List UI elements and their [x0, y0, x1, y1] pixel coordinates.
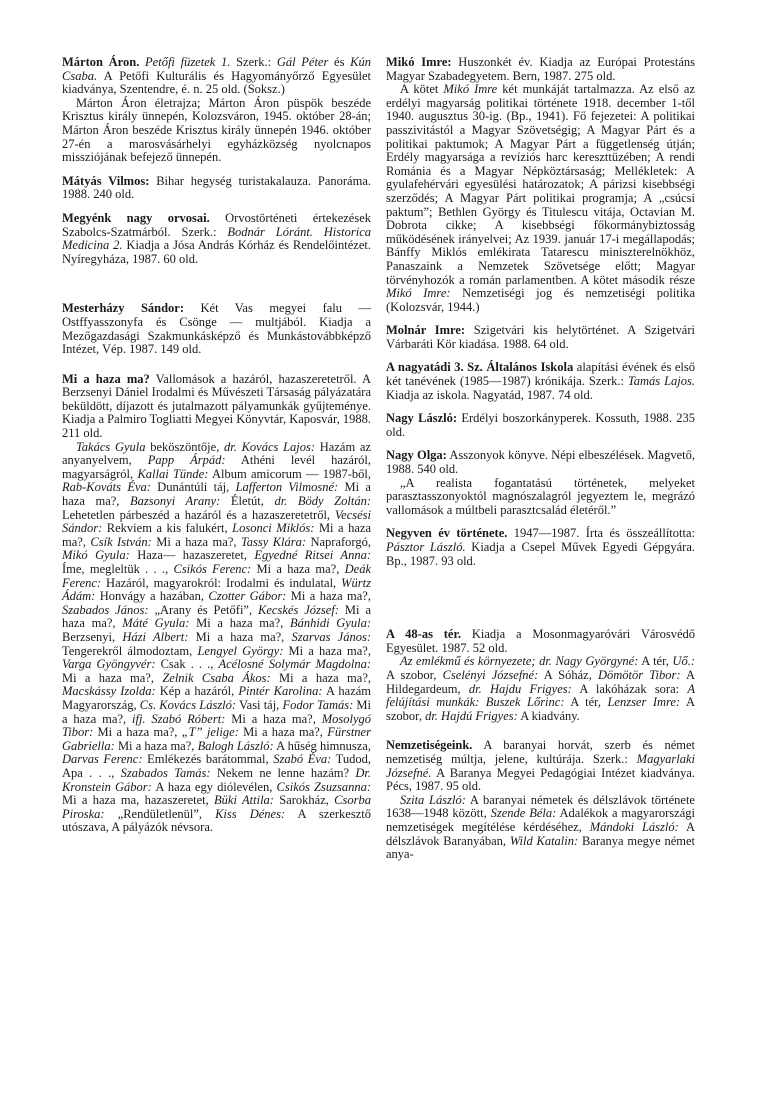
body-text: „Arany és Petőfi”,: [148, 602, 259, 617]
italic-name-text: Cselényi Józsefné:: [442, 667, 539, 682]
italic-name-text: Lafferton Vilmosné:: [235, 480, 339, 495]
italic-name-text: Fodor Tamás:: [282, 697, 354, 712]
body-text: Asszonyok könyve. Népi elbeszélések. Magvető, 1988. 540 old.: [386, 448, 695, 477]
body-text: Mi a haza ma?,: [93, 725, 182, 740]
body-text: Mi a haza ma?,: [238, 725, 328, 740]
body-text: Kiadja az iskola. Nagyatád, 1987. 74 old.: [386, 387, 593, 402]
italic-name-text: Balogh László:: [197, 738, 274, 753]
right-column: [386, 56, 695, 862]
body-text: Kiadja a Csepel Művek Egyedi Gépgyára. Bp., 1987. 93 old.: [386, 540, 695, 568]
italic-name-text: Bodnár Lóránt. Historica Medicina 2.: [62, 224, 371, 253]
body-text: A szobor,: [386, 695, 695, 723]
italic-name-text: dr. Kovács Lajos:: [224, 439, 316, 454]
italic-name-text: Macskássy Izolda:: [62, 684, 156, 699]
body-text: Mi a haza ma?,: [225, 711, 322, 726]
italic-name-text: ifj. Szabó Róbert:: [132, 711, 226, 726]
entry-annotation-paragraph: [386, 794, 695, 862]
body-text: Mi a haza ma?,: [62, 697, 372, 726]
body-text: A kötet: [400, 82, 444, 97]
body-text: Vasi táj,: [236, 697, 283, 712]
entry-heading-paragraph: [386, 527, 695, 568]
italic-name-text: Mikó Gyula:: [62, 548, 130, 563]
body-text: Nekem ne lenne hazám?: [210, 765, 356, 780]
italic-name-text: Deák Ferenc:: [62, 562, 371, 590]
entry-annotation-paragraph: [62, 441, 371, 835]
body-text: Athéni levél hazáról, magyarságról,: [62, 453, 371, 481]
body-text: Kép a hazáról,: [155, 684, 239, 699]
italic-name-text: Pásztor László.: [386, 540, 466, 554]
body-text: Honvágy a hazában,: [95, 589, 209, 604]
body-text: Napraforgó,: [306, 534, 371, 549]
body-text: Vallomások a hazáról, hazaszeretetről. A Berzsenyi Dániel Irodalmi és Művészeti Társaság pályázatára beküldött, díjazott és jutalmazott pályamunkák gyűjteménye. Kiadja a Palmiro Togliatti Megyei Könyvtár, Kaposvár, 1988. 211 old.: [62, 371, 372, 441]
body-text: A baranyai horvát, szerb és német nemzetiség múltja, jelene, kultúrája. Szerk.:: [386, 738, 695, 766]
entry-heading-paragraph: [386, 324, 695, 351]
body-text: Lehetetlen párbeszéd a hazáról és a hazaszeretetről,: [62, 507, 335, 522]
italic-name-text: A felújítási munkák: Buszek Lőrinc:: [386, 681, 695, 710]
body-text: Kiadja a Mosonmagyaróvári Városvédő Egyesület. 1987. 52 old.: [386, 627, 696, 655]
italic-name-text: Wild Katalin:: [509, 833, 579, 848]
italic-name-text: Lenzser Imre:: [607, 695, 681, 710]
body-text: A hazám Magyarország,: [62, 684, 372, 712]
body-text: Mi a haza ma, hazaszeretet,: [62, 793, 215, 808]
body-text: „Rendületlenül”,: [104, 806, 216, 821]
entry-title-text: Nagy László:: [386, 411, 458, 426]
bibliography-entry: [62, 56, 371, 165]
bibliography-entry: [386, 527, 695, 568]
bibliography-entry: [386, 56, 695, 314]
body-text: Mi a haza ma?,: [286, 589, 371, 604]
body-text: A baranyai németek és délszlávok története 1638—1948 között,: [386, 792, 695, 821]
entry-title-text: Mikó Imre:: [386, 55, 452, 69]
italic-name-text: Egyedné Ritsei Anna:: [254, 548, 371, 563]
italic-name-text: Büki Attila:: [214, 793, 274, 808]
body-text: Baranya megye német anya-: [386, 833, 695, 862]
italic-name-text: dr. Hajdu Frigyes:: [468, 681, 572, 696]
italic-name-text: Szabó Éva:: [273, 752, 332, 767]
italic-name-text: Bánhidi Gyula:: [289, 616, 371, 631]
body-text: Tudod, Apa . . .,: [62, 752, 371, 780]
body-text: A lakóházak sora:: [571, 681, 688, 696]
entry-annotation-paragraph: [386, 655, 695, 723]
bibliography-entry: [386, 739, 695, 861]
entry-heading-paragraph: [62, 302, 371, 356]
body-text: Márton Áron életrajza; Márton Áron püspök beszéde Krisztus király ünnepén, Kolozsváron, 1945. október 28-án; Márton Áron beszéde Krisztus király ünnepén 1946. október 27-én a marosvásárhelyi egyházközség nyolcnapos missziójának befejező ünnepén.: [62, 95, 371, 165]
bibliography-entry: [386, 361, 695, 402]
entry-heading-paragraph: [386, 361, 695, 402]
entry-title-text: A nagyatádi 3. Sz. Általános Iskola: [386, 360, 574, 375]
italic-name-text: Csikós Zsuzsanna:: [276, 779, 372, 794]
body-text: Mi a haza ma?,: [114, 738, 198, 753]
italic-name-text: Tamás Lajos.: [627, 374, 695, 389]
left-column: [62, 56, 371, 835]
italic-name-text: Szabados Tamás:: [120, 765, 211, 780]
body-text: „A realista fogantatású történetek, melyeket parasztasszonyoktól magnószalagról jegyeztem le, megrázó vallomások a múltbeli parasztcsalád életéről.”: [386, 475, 695, 517]
italic-name-text: Varga Gyöngyvér:: [62, 657, 156, 672]
entry-annotation-paragraph: [386, 83, 695, 314]
italic-name-text: Darvas Ferenc:: [62, 752, 143, 767]
body-text: Berzsenyi,: [62, 629, 123, 644]
entry-title-text: Megyénk nagy orvosai.: [62, 210, 210, 225]
italic-name-text: Cs. Kovács László:: [139, 697, 237, 712]
body-text: Életút,: [220, 494, 275, 509]
bibliography-entry: [386, 628, 695, 723]
body-text: A kiadvány.: [517, 708, 580, 723]
entry-heading-paragraph: [386, 449, 695, 476]
italic-name-text: Tassy Klára:: [240, 534, 307, 549]
body-text: 1947—1987. Írta és összeállította:: [507, 526, 695, 541]
body-text: Mi a haza ma?,: [189, 616, 290, 631]
italic-name-text: Takács Gyula: [76, 439, 146, 454]
italic-name-text: Szabados János:: [62, 602, 149, 617]
body-text: Mi a haza ma?,: [270, 670, 371, 685]
bibliography-entry: [386, 412, 695, 439]
body-text: Emlékezés barátommal,: [142, 752, 274, 767]
body-text: Mi a haza ma?,: [62, 670, 163, 685]
body-text: Két Vas megyei falu — Ostffyasszonyfa és Csönge — multjából. Kiadja a Mezőgazdasági Szakmunkásképző és Munkástovábbképző Intézet, Vép. 1987. 149 old.: [62, 301, 371, 357]
body-text: Szerk.:: [230, 55, 277, 69]
italic-name-text: Kún Csaba.: [62, 55, 371, 83]
entry-heading-paragraph: [386, 628, 695, 655]
entry-heading-paragraph: [62, 212, 371, 266]
italic-name-text: Kiss Dénes:: [215, 806, 286, 821]
italic-name-text: Pintér Karolina:: [238, 684, 323, 699]
body-text: Tengerekről álmodoztam,: [62, 643, 198, 658]
body-text: Mi a haza ma?,: [62, 521, 371, 549]
body-text: Mi a haza ma?,: [151, 534, 241, 549]
bibliography-entry: [62, 212, 371, 266]
italic-name-text: Mándoki László:: [589, 819, 679, 834]
italic-name-text: Magyarlaki Józsefné.: [386, 751, 695, 780]
entry-title-text: A 48-as tér.: [386, 627, 462, 642]
italic-name-text: Lengyel György:: [197, 643, 284, 658]
body-text: két munkáját tartalmazza. Az első az erdélyi magyarság politikai története 1918. december 1-től 1940. augusztus 30-ig. (Bp., 1941). Fő fejezetei: A politikai passzivitástól a Magyar Szövetségig; A Magyar Párt és a politikai paktumok; A Magyar Párt a függetlenség útján; Erdély magyarsága a revíziós harc kereszttüzében; A rendi Románia és a Magyar Népköztársaság; Mellékletek: A gyulafehérvári egyesülési határozatok; A párizsi kisebbségi szerződés; A Magyar Párt politikai programja; A „csúcsi paktum”; Bethlen György és Titulescu vitája, Octavian M. Dobrota cikke; A kisebbségi főkormánybiztosság működésének irányelvei; Az 1939. január 17-i megállapodás; Bánffy Miklós emlékirata Tatarescu miniszterelnökhöz, Panaszaink a Nemzetek Szövetsége előtt; Magyar törvényhozók a román parlamentben. A kötet második része: [386, 82, 696, 287]
body-text: A haza egy diólevélen,: [151, 779, 277, 794]
entry-annotation-paragraph: [386, 477, 695, 518]
body-text: Adalékok a magyarországi nemzetiségek megítélése kérdéséhez,: [386, 806, 695, 834]
italic-name-text: Fürstner Gabriella:: [62, 725, 371, 753]
body-text: A Hildegardeum,: [386, 667, 696, 696]
body-text: Íme, megleltük . . .,: [62, 562, 174, 576]
body-text: Mi a haza ma?,: [251, 562, 345, 576]
italic-name-text: Würtz Ádám:: [62, 575, 371, 604]
italic-name-text: Csík István:: [90, 534, 152, 549]
bibliography-entry: [386, 449, 695, 517]
italic-name-text: Acélosné Solymár Magdolna:: [218, 657, 372, 672]
italic-name-text: Vecsési Sándor:: [62, 507, 371, 536]
body-text: Mi a haza ma?,: [188, 629, 292, 644]
entry-title-text: Mátyás Vilmos:: [62, 173, 150, 188]
italic-name-text: Bazsonyi Arany:: [130, 494, 221, 509]
bibliography-entry: [62, 373, 371, 835]
body-text: Nemzetiségi jog és nemzetiségi politika (Kolozsvár, 1944.): [386, 286, 695, 314]
body-text: Mi a haza ma?,: [283, 643, 371, 658]
italic-name-text: Petőfi füzetek 1.: [145, 55, 231, 69]
body-text: Album amicorum — 1987-ből,: [208, 466, 371, 481]
entry-heading-paragraph: [62, 56, 371, 97]
body-text: A Sóház,: [538, 667, 598, 682]
entry-title-text: Mi a haza ma?: [62, 371, 150, 386]
italic-name-text: Mosolygó Tibor:: [62, 711, 372, 740]
italic-name-text: Házi Albert:: [122, 629, 189, 644]
entry-heading-paragraph: [62, 175, 371, 202]
italic-name-text: Máté Gyula:: [122, 616, 190, 631]
bibliography-entry: [386, 324, 695, 351]
body-text: Mi a haza ma?,: [62, 480, 371, 509]
entry-title-text: Nagy Olga:: [386, 448, 447, 463]
body-text: A délszlávok Baranyában,: [386, 819, 695, 848]
italic-name-text: Kecskés József:: [258, 602, 339, 617]
italic-name-text: Dömötör Tibor:: [597, 667, 681, 682]
bibliography-entry: [62, 175, 371, 202]
italic-name-text: Csikós Ferenc:: [173, 562, 252, 576]
body-text: Szigetvári kis helytörténet. A Szigetvári Várbaráti Kör kiadása. 1988. 64 old.: [386, 323, 695, 351]
body-text: A Baranya Megyei Pedagógiai Intézet kiadványa. Pécs, 1987. 95 old.: [386, 765, 695, 794]
italic-name-text: Szita László:: [400, 792, 466, 807]
body-text: Bihar hegység turistakalauza. Panoráma. 1988. 240 old.: [62, 173, 371, 202]
entry-title-text: Molnár Imre:: [386, 323, 466, 338]
italic-name-text: Az emlékmű és környezete; dr. Nagy Györgyné:: [400, 654, 639, 669]
italic-name-text: Kallai Tünde:: [137, 466, 209, 481]
body-text: alapítási évének és első két tanévének (1985—1987) krónikája. Szerk.:: [386, 360, 695, 389]
italic-name-text: Uő.:: [672, 654, 695, 669]
italic-name-text: Rab-Kováts Éva:: [62, 480, 151, 495]
body-text: A szerkesztő utószava, A pályázók névsora.: [62, 806, 371, 835]
body-text: beköszöntője,: [145, 439, 225, 454]
italic-name-text: „T” jelige:: [181, 725, 239, 740]
body-text: A tér,: [638, 654, 673, 669]
body-text: Dunántúli táj,: [150, 480, 236, 495]
entry-heading-paragraph: [386, 739, 695, 793]
italic-name-text: Dr. Kronstein Gábor:: [62, 765, 371, 794]
italic-name-text: Szende Béla:: [490, 806, 557, 821]
entry-title-text: Márton Áron.: [62, 55, 140, 69]
entry-heading-paragraph: [386, 56, 695, 83]
body-text: Hazáról, magyarokról: Irodalmi és indulatal,: [101, 575, 342, 590]
body-text: A hűség himnusza,: [273, 738, 371, 753]
body-text: Rekviem a kis falukért,: [102, 521, 233, 536]
body-text: A tér,: [564, 695, 608, 710]
body-text: Kiadja a Jósa András Kórház és Rendelőintézet. Nyíregyháza, 1987. 60 old.: [62, 238, 371, 266]
entry-title-text: Negyven év története.: [386, 526, 508, 541]
italic-name-text: Papp Árpád:: [147, 453, 226, 468]
entry-title-text: Nemzetiségeink.: [386, 738, 473, 753]
body-text: Mi a haza ma?,: [62, 602, 371, 631]
italic-name-text: Losonci Miklós:: [232, 521, 315, 536]
italic-name-text: dr. Hajdú Frigyes:: [425, 708, 518, 723]
italic-name-text: Gál Péter: [276, 55, 329, 69]
body-text: Csak . . .,: [155, 657, 219, 672]
italic-name-text: Szarvas János:: [291, 629, 371, 644]
body-text: A szobor,: [386, 667, 443, 682]
bibliography-entry: [62, 302, 371, 356]
italic-name-text: Zelnik Csaba Ákos:: [162, 670, 271, 685]
entry-heading-paragraph: [386, 412, 695, 439]
body-text: Erdélyi boszorkányperek. Kossuth, 1988. 235 old.: [386, 411, 695, 439]
entry-heading-paragraph: [62, 373, 371, 441]
body-text: és: [328, 55, 351, 69]
italic-name-text: Czotter Gábor:: [208, 589, 287, 604]
body-text: Sarokház,: [273, 793, 335, 808]
italic-name-text: Mikó Imre: [443, 82, 498, 97]
entry-annotation-paragraph: [62, 97, 371, 165]
body-text: Hazám az anyanyelvem,: [62, 439, 371, 468]
italic-name-text: dr. Bödy Zoltán:: [274, 494, 371, 509]
entry-title-text: Mesterházy Sándor:: [62, 301, 185, 316]
body-text: Orvostörténeti értekezések Szabolcs-Szatmárból. Szerk.:: [62, 210, 372, 239]
italic-name-text: Mikó Imre:: [386, 286, 451, 301]
italic-name-text: Csorba Piroska:: [62, 793, 371, 821]
body-text: Huszonkét év. Kiadja az Európai Protestáns Magyar Szabadegyetem. Bern, 1987. 275 old.: [386, 55, 695, 83]
body-text: A Petőfi Kulturális és Hagyományőrző Egyesület kiadványa, Szentendre, é. n. 25 old. (Soksz.): [62, 68, 371, 97]
body-text: Haza— hazaszeretet,: [129, 548, 255, 563]
